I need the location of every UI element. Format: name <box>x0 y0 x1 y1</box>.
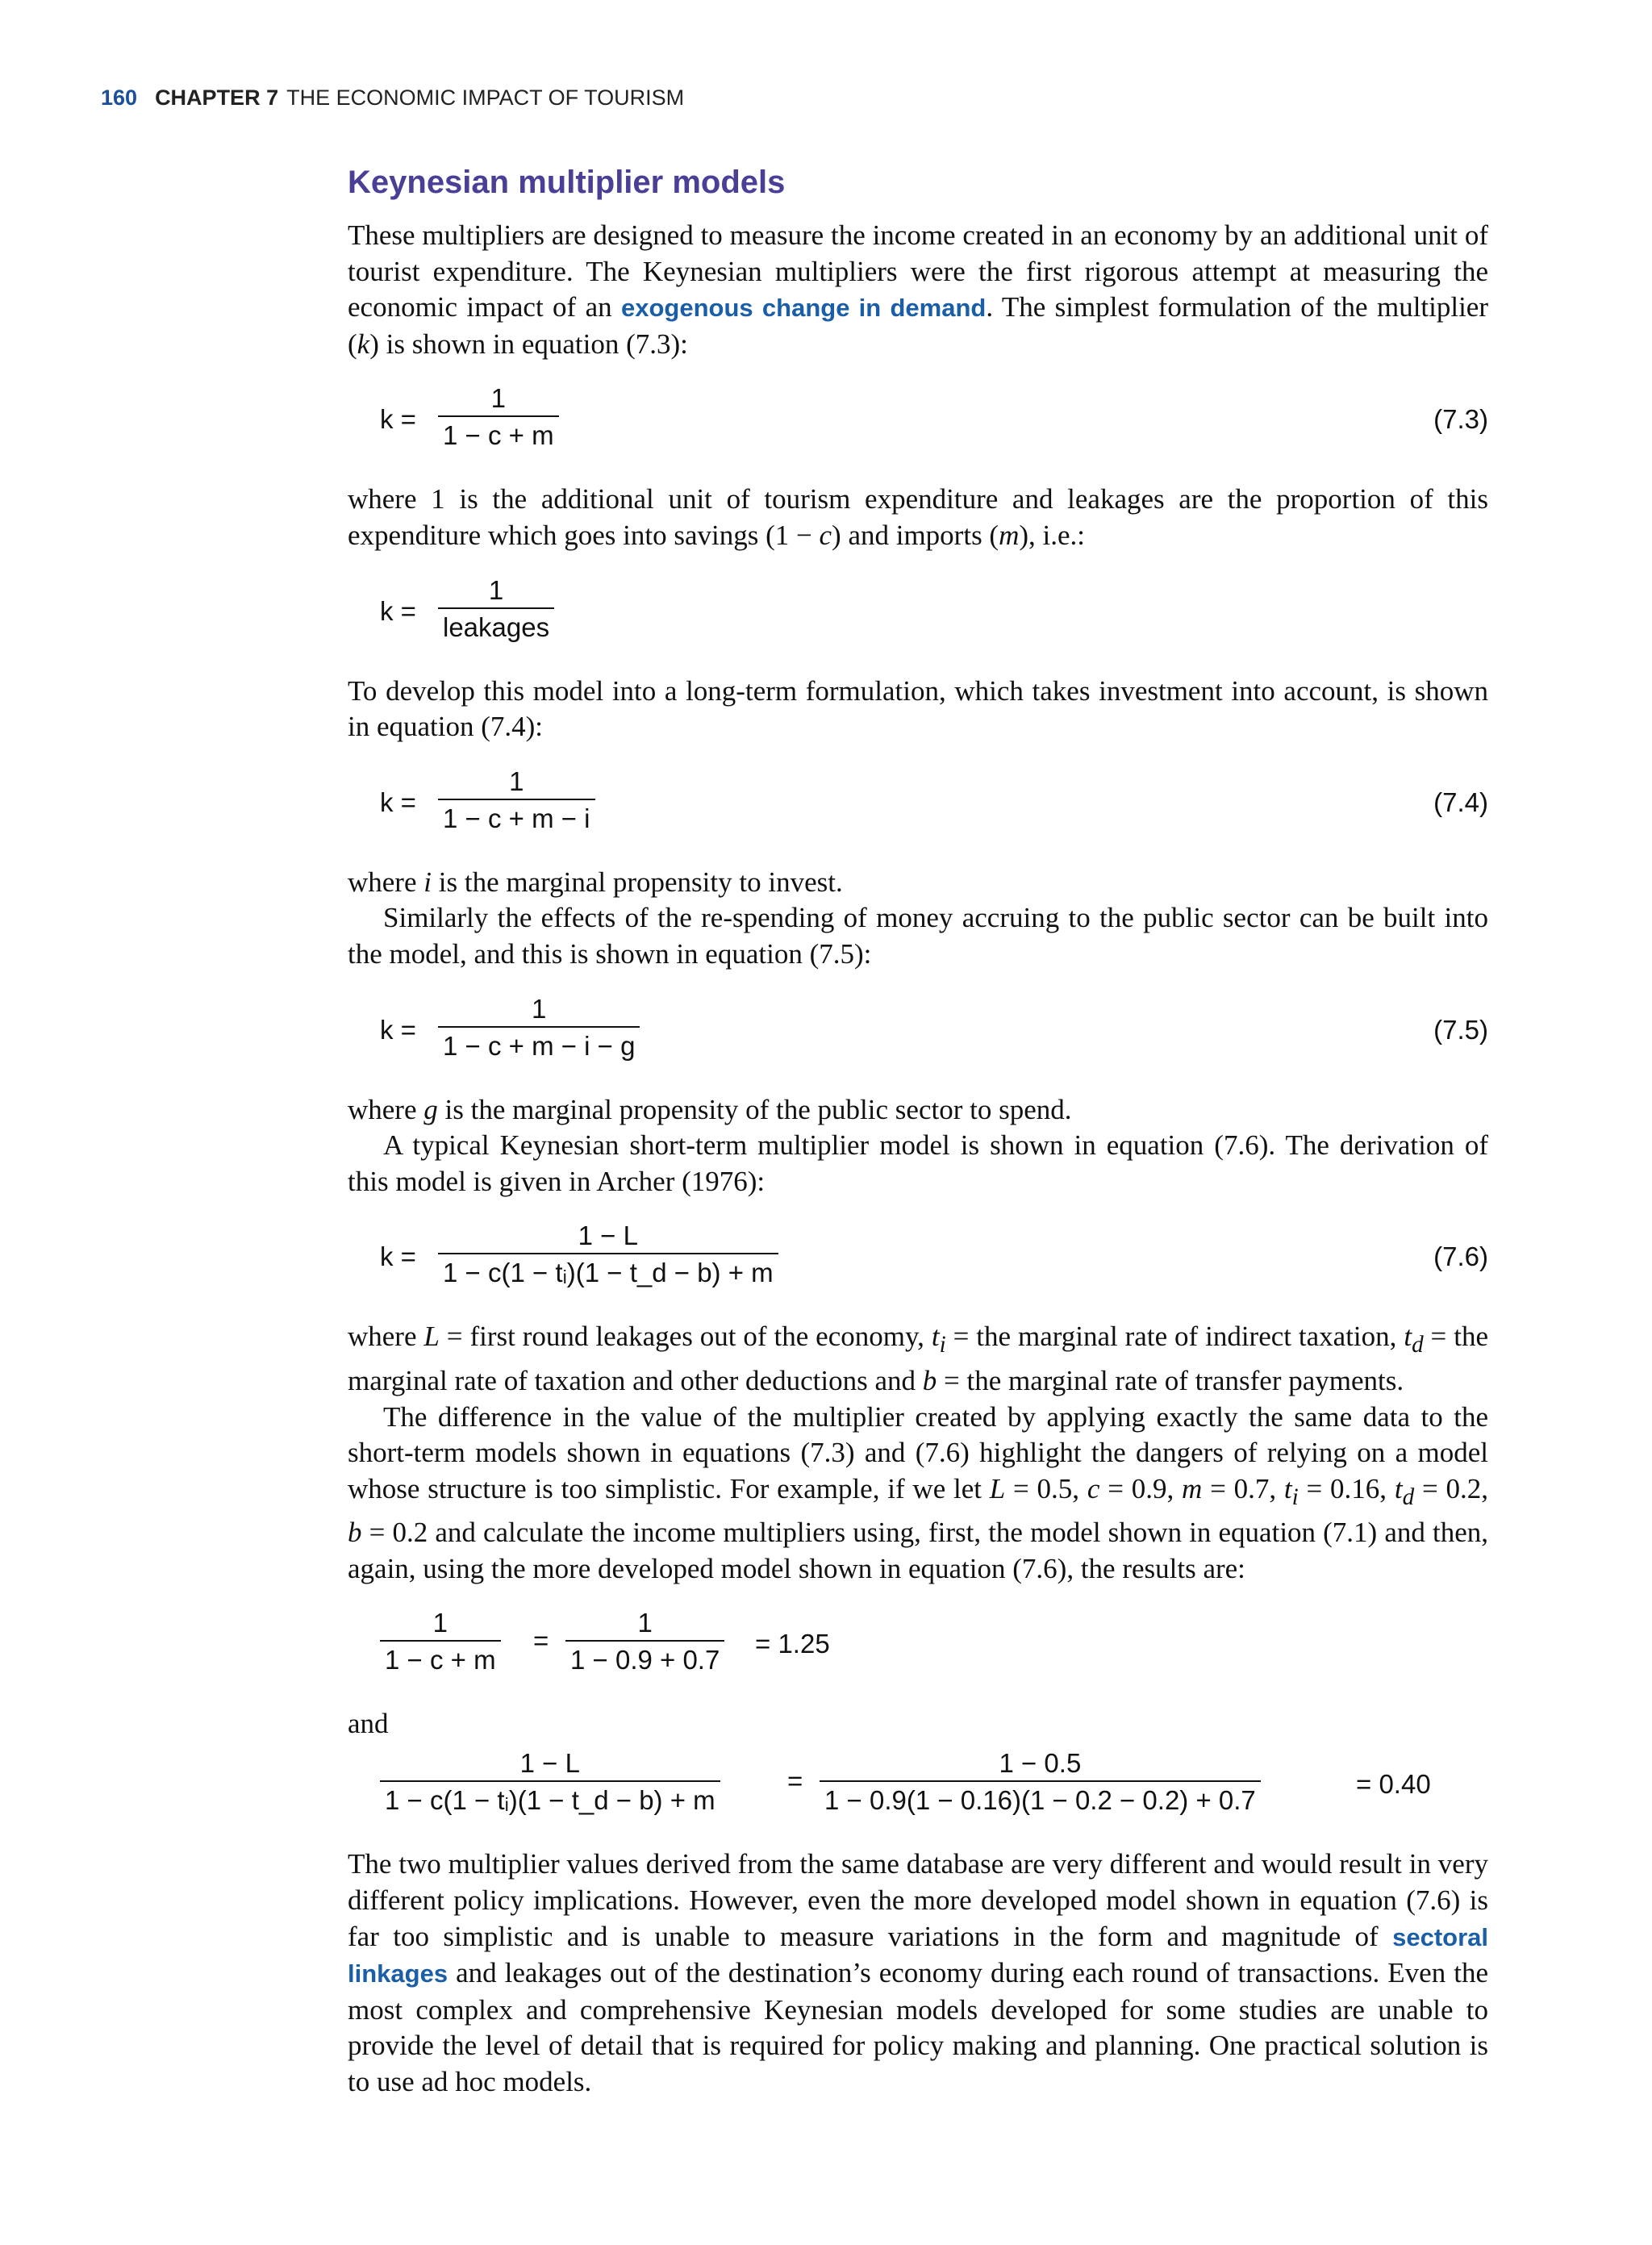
fraction-denominator: 1 − c(1 − tᵢ)(1 − t_d − b) + m <box>438 1253 778 1288</box>
calculation-developed <box>348 1746 1488 1827</box>
fraction-numerator: 1 <box>509 766 524 796</box>
fraction-denominator: 1 − c + m − i − g <box>438 1026 640 1062</box>
fraction-denominator: 1 − c + m <box>438 415 559 451</box>
equation-lhs: k = <box>380 787 416 817</box>
connector-text: and <box>348 1708 389 1740</box>
paragraph-long-term: To develop this model into a long-term formulation, which takes investment into account, is shown in equation (7.4): <box>348 674 1488 743</box>
equals-sign: = <box>533 1625 549 1656</box>
equation-fraction <box>438 765 595 834</box>
fraction-numerator: 1 − 0.5 <box>999 1748 1082 1779</box>
fraction-numerator: 1 − L <box>578 1221 638 1251</box>
chapter-label: CHAPTER 7 <box>155 86 279 110</box>
keyword-link-sectoral-linkages[interactable]: sectoral linkages <box>348 1922 1488 1988</box>
equation-fraction <box>438 574 554 643</box>
calc-result: = 0.40 <box>1356 1769 1431 1800</box>
equation-lhs: k = <box>380 1241 416 1272</box>
equation-fraction <box>438 1219 778 1288</box>
paragraph-leakages: where 1 is the additional unit of tourism expenditure and leakages are the proportion of this expenditure which goes into savings (1 − c) and imports (m), i.e.: <box>348 483 1488 551</box>
paragraph-conclusion: The two multiplier values derived from the same database are very different and would result in very different policy implications. However, even the more developed model shown in equation (7.6) is far too simplistic and is unable to measure variations in the form and magnitude of sectoral linkages and leakages out of the destination’s economy during each round of transactions. Even the most complex and comprehensive Keynesian models developed for some studies are unable to provide the level of detail that is required for policy making and planning. One practical solution is to use ad hoc models. <box>348 1848 1488 2098</box>
equation-fraction <box>438 992 640 1062</box>
calc-fraction-symbolic <box>380 1606 501 1675</box>
paragraph-invest: where i is the marginal propensity to invest. <box>348 866 843 898</box>
calculation-simple <box>348 1606 1488 1687</box>
fraction-denominator: 1 − c(1 − tᵢ)(1 − t_d − b) + m <box>380 1780 720 1816</box>
equation-lhs: k = <box>380 404 416 435</box>
running-header <box>101 86 684 111</box>
chapter-title: THE ECONOMIC IMPACT OF TOURISM <box>286 86 685 110</box>
equation-number: (7.3) <box>1433 404 1488 435</box>
equation-number: (7.6) <box>1433 1241 1488 1272</box>
equation-lhs: k = <box>380 1014 416 1045</box>
keyword-link-exogenous-change[interactable]: exogenous change in demand <box>621 294 987 323</box>
page-number: 160 <box>101 86 138 110</box>
fraction-numerator: 1 − L <box>519 1748 580 1779</box>
equation-fraction <box>438 382 559 451</box>
paragraph-spend: where g is the marginal propensity of the public sector to spend. <box>348 1093 1072 1125</box>
equation-7-5 <box>348 992 1488 1073</box>
equation-7-6 <box>348 1219 1488 1300</box>
paragraph-public-sector: Similarly the effects of the re-spending of money accruing to the public sector can be built into the model, and this is shown in equation (7.5): <box>348 902 1488 970</box>
equation-lhs: k = <box>380 595 416 626</box>
fraction-denominator: 1 − c + m <box>380 1640 501 1675</box>
fraction-denominator: 1 − c + m − i <box>438 799 595 834</box>
paragraph-definitions: where L = first round leakages out of the economy, $t_i$ = the marginal rate of indirect taxation, $t_d$ = the marginal rate of taxation and other deductions and b = the marginal rate of transfer payments. <box>348 1321 1488 1396</box>
equation-leakages <box>348 574 1488 654</box>
paragraph-short-term: A typical Keynesian short-term multiplier model is shown in equation (7.6). The derivation of this model is given in Archer (1976): <box>348 1129 1488 1197</box>
equation-7-3 <box>348 382 1488 462</box>
fraction-numerator: 1 <box>637 1608 653 1638</box>
equation-7-4 <box>348 765 1488 845</box>
paragraph-comparison: The difference in the value of the multiplier created by applying exactly the same data to the short-term models shown in equations (7.3) and (7.6) highlight the dangers of relying on a model whose structure is too simplistic. For example, if we let L = 0.5, c = 0.9, m = 0.7, $t_i = 0.16$, $t_d = 0.2$, b = 0.2 and calculate the income multipliers using, first, the model shown in equation (7.1) and then, again, using the more developed model shown in equation (7.6), the results are: <box>348 1400 1488 1584</box>
fraction-numerator: 1 <box>532 993 547 1024</box>
calc-fraction-numeric <box>565 1606 724 1675</box>
equation-number: (7.4) <box>1433 787 1488 817</box>
fraction-numerator: 1 <box>490 383 506 414</box>
calc-fraction-numeric <box>820 1746 1261 1816</box>
section-heading: Keynesian multiplier models <box>348 165 786 200</box>
paragraph-intro: These multipliers are designed to measure the income created in an economy by an additional unit of tourist expenditure. The Keynesian multipliers were the first rigorous attempt at measuring the economic impact of an exogenous change in demand. The simplest formulation of the multiplier (k) is shown in equation (7.3): <box>348 219 1489 360</box>
fraction-denominator: leakages <box>438 607 554 643</box>
equals-sign: = <box>787 1766 803 1796</box>
fraction-numerator: 1 <box>488 574 504 605</box>
fraction-denominator: 1 − 0.9(1 − 0.16)(1 − 0.2 − 0.2) + 0.7 <box>820 1780 1261 1816</box>
equation-number: (7.5) <box>1433 1014 1488 1045</box>
page-body <box>348 158 1488 2101</box>
calc-result: = 1.25 <box>755 1629 830 1659</box>
calc-fraction-symbolic <box>380 1746 720 1816</box>
fraction-denominator: 1 − 0.9 + 0.7 <box>565 1640 724 1675</box>
fraction-numerator: 1 <box>432 1608 448 1638</box>
